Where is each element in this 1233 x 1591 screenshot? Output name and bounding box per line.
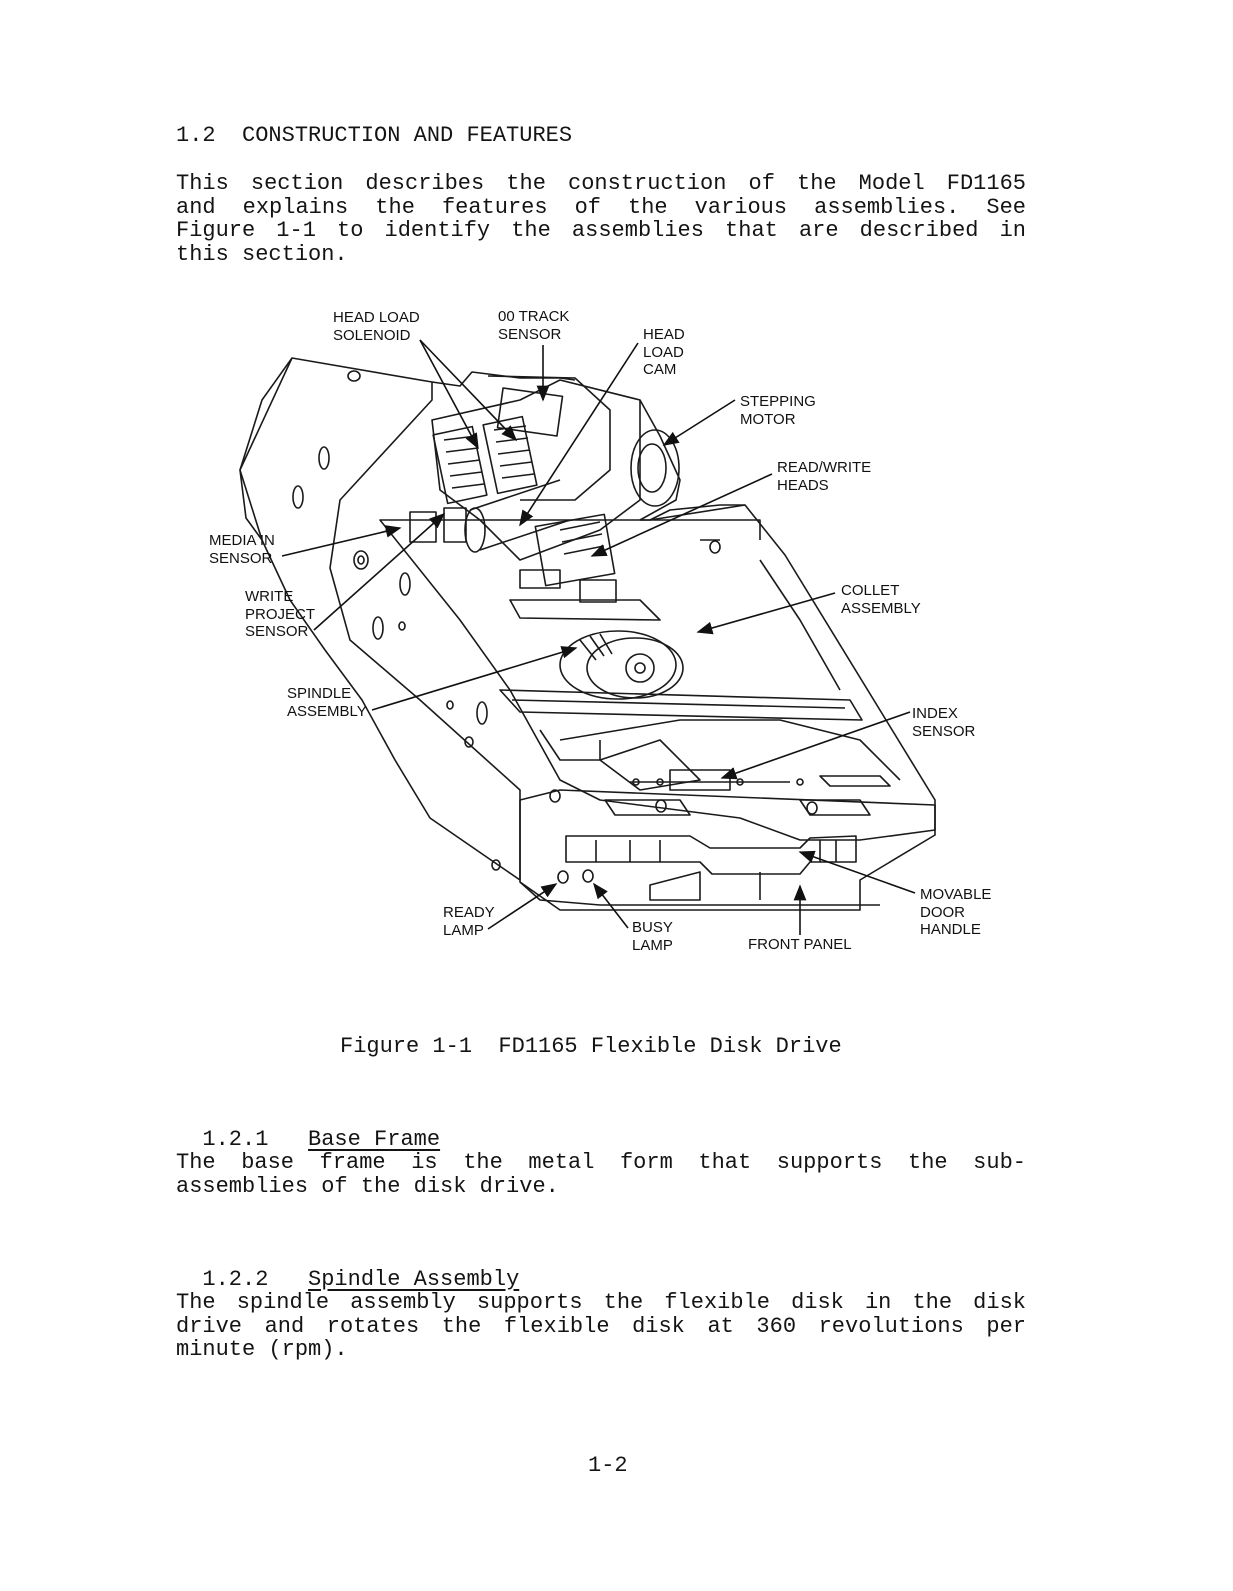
figure-caption: Figure 1-1 FD1165 Flexible Disk Drive bbox=[340, 1034, 842, 1059]
label-head-load-cam: HEAD LOAD CAM bbox=[643, 326, 685, 378]
label-write-project-sensor: WRITE PROJECT SENSOR bbox=[245, 588, 316, 640]
ready-lamp-shape bbox=[558, 871, 568, 883]
spindle-disk bbox=[560, 631, 683, 699]
solenoid-coils bbox=[433, 417, 537, 504]
label-front-panel: FRONT PANEL bbox=[748, 936, 852, 953]
subsection-title: Base Frame bbox=[308, 1126, 441, 1152]
intro-line: This section describes the construction of the Model FD1165 bbox=[176, 171, 1026, 196]
label-media-in-sensor: MEDIA IN SENSOR bbox=[209, 532, 275, 567]
door-handle bbox=[566, 836, 856, 874]
page-number: 1-2 bbox=[588, 1453, 628, 1478]
subsection-number: 1.2.1 bbox=[202, 1126, 269, 1152]
intro-line: and explains the features of the various assemblies. See bbox=[176, 194, 1026, 220]
label-stepping-motor: STEPPING MOTOR bbox=[740, 393, 816, 428]
intro-line: this section. bbox=[176, 241, 348, 267]
body-line: assemblies of the disk drive. bbox=[176, 1173, 559, 1199]
subsection-title: Spindle Assembly bbox=[308, 1266, 520, 1292]
body-line: The spindle assembly supports the flexible disk in the disk bbox=[176, 1290, 1026, 1315]
label-head-load-solenoid: HEAD LOAD SOLENOID bbox=[333, 309, 420, 344]
label-ready-lamp: READY LAMP bbox=[443, 904, 495, 939]
subsection-body bbox=[176, 1291, 1026, 1362]
intro-line: Figure 1-1 to identify the assemblies that are described in bbox=[176, 218, 1026, 243]
main-frame bbox=[380, 505, 935, 840]
body-line: The base frame is the metal form that supports the sub- bbox=[176, 1150, 1026, 1175]
label-busy-lamp: BUSY LAMP bbox=[632, 919, 673, 954]
subsection-heading bbox=[176, 1104, 440, 1151]
subsection-number: 1.2.2 bbox=[202, 1266, 269, 1292]
front-face bbox=[520, 790, 935, 910]
label-read-write-heads: READ/WRITE HEADS bbox=[777, 459, 872, 494]
section-number: 1.2 bbox=[176, 123, 216, 148]
subsection-body bbox=[176, 1151, 1026, 1198]
section-title: CONSTRUCTION AND FEATURES bbox=[242, 123, 573, 148]
label-00-track-sensor: 00 TRACK SENSOR bbox=[498, 308, 570, 343]
body-line: minute (rpm). bbox=[176, 1337, 348, 1362]
label-index-sensor: INDEX SENSOR bbox=[912, 705, 976, 740]
guide-shaft bbox=[470, 480, 570, 550]
subsection-heading bbox=[176, 1244, 519, 1291]
rail bbox=[500, 690, 862, 720]
label-spindle-assembly: SPINDLE ASSEMBLY bbox=[287, 685, 367, 720]
label-collet-assembly: COLLET ASSEMBLY bbox=[841, 582, 921, 617]
label-movable-door-handle: MOVABLE DOOR HANDLE bbox=[920, 886, 992, 938]
body-line: drive and rotates the flexible disk at 360 revolutions per bbox=[176, 1313, 1026, 1339]
busy-lamp-shape bbox=[583, 870, 593, 882]
